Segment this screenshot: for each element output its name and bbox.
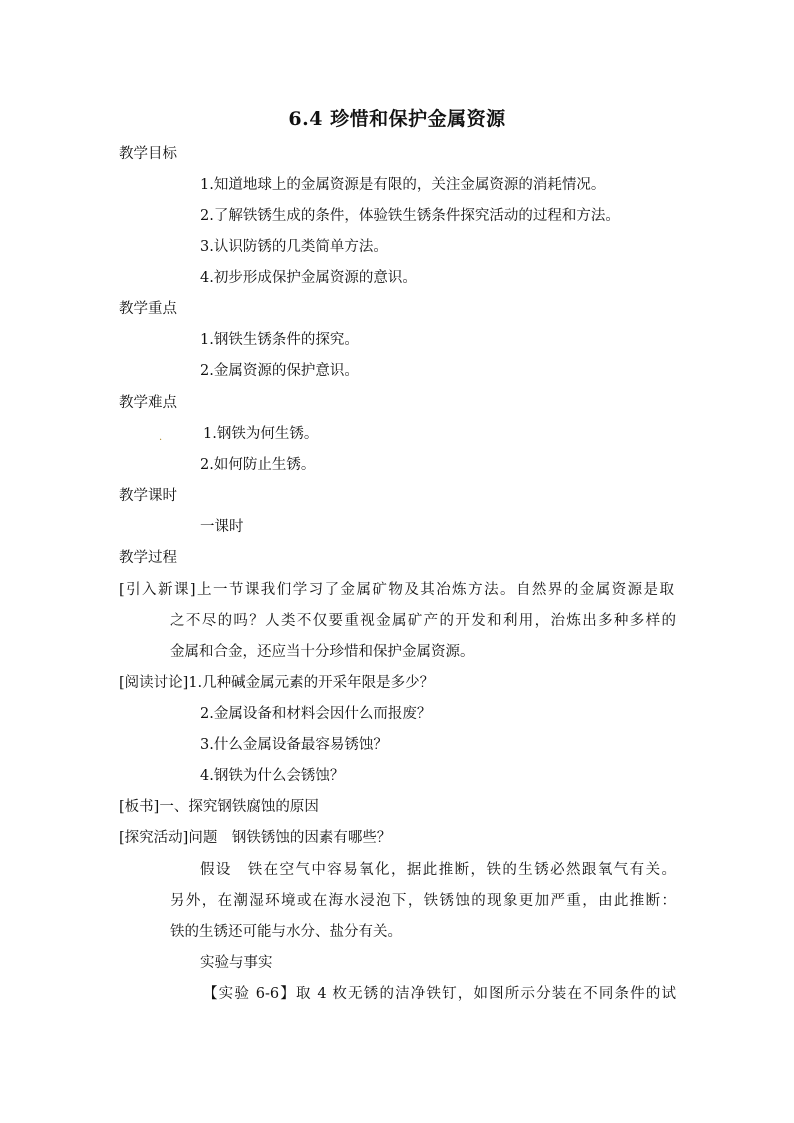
page-title: 6.4 珍惜和保护金属资源 <box>288 108 506 130</box>
objective-item: 4.初步形成保护金属资源的意识。 <box>200 270 417 286</box>
reading-line: 3.什么金属设备最容易锈蚀？ <box>200 737 388 753</box>
section-heading-objectives: 教学目标 <box>119 146 177 162</box>
explore-activity: [探究活动]问题 钢铁锈蚀的因素有哪些？ <box>119 830 392 846</box>
difficulty-item: 1.钢铁为何生锈。 <box>203 426 319 442</box>
section-heading-key-points: 教学重点 <box>119 301 177 317</box>
reading-line: 2.金属设备和材料会因什么而报废？ <box>200 706 432 722</box>
section-heading-process: 教学过程 <box>119 550 177 566</box>
reading-line: [阅读讨论]1.几种碱金属元素的开采年限是多少？ <box>119 675 435 691</box>
hypothesis-line: 另外，在潮湿环境或在海水浸泡下，铁锈蚀的现象更加严重，由此推断： <box>170 893 676 909</box>
section-heading-hours: 教学课时 <box>119 488 177 504</box>
objective-item: 1.知道地球上的金属资源是有限的，关注金属资源的消耗情况。 <box>200 177 606 193</box>
difficulty-item: 2.如何防止生锈。 <box>200 457 316 473</box>
intro-line: 之不尽的吗？人类不仅要重视金属矿产的开发和利用，治炼出多种多样的 <box>170 613 676 629</box>
key-point-item: 1.钢铁生锈条件的探究。 <box>200 332 359 348</box>
hypothesis-line: 铁的生锈还可能与水分、盐分有关。 <box>170 924 402 940</box>
objective-item: 3.认识防锈的几类简单方法。 <box>200 239 388 255</box>
intro-line: [引入新课]上一节课我们学习了金属矿物及其冶炼方法。自然界的金属资源是取 <box>119 582 674 598</box>
objective-item: 2.了解铁锈生成的条件，体验铁生锈条件探究活动的过程和方法。 <box>200 208 620 224</box>
intro-line: 金属和合金，还应当十分珍惜和保护金属资源。 <box>170 644 475 660</box>
stray-dot: . <box>159 432 163 443</box>
hypothesis-line: 假设 铁在空气中容易氧化，据此推断，铁的生锈必然跟氧气有关。 <box>200 862 676 878</box>
reading-line: 4.钢铁为什么会锈蚀？ <box>200 768 345 784</box>
hours-value: 一课时 <box>200 519 244 535</box>
board-note: [板书]一、探究钢铁腐蚀的原因 <box>119 799 319 815</box>
section-heading-difficulties: 教学难点 <box>119 395 177 411</box>
experiment-line: 【实验 6-6】取 4 枚无锈的洁净铁钉，如图所示分装在不同条件的试 <box>203 986 676 1002</box>
key-point-item: 2.金属资源的保护意识。 <box>200 363 359 379</box>
facts-heading: 实验与事实 <box>200 955 273 971</box>
